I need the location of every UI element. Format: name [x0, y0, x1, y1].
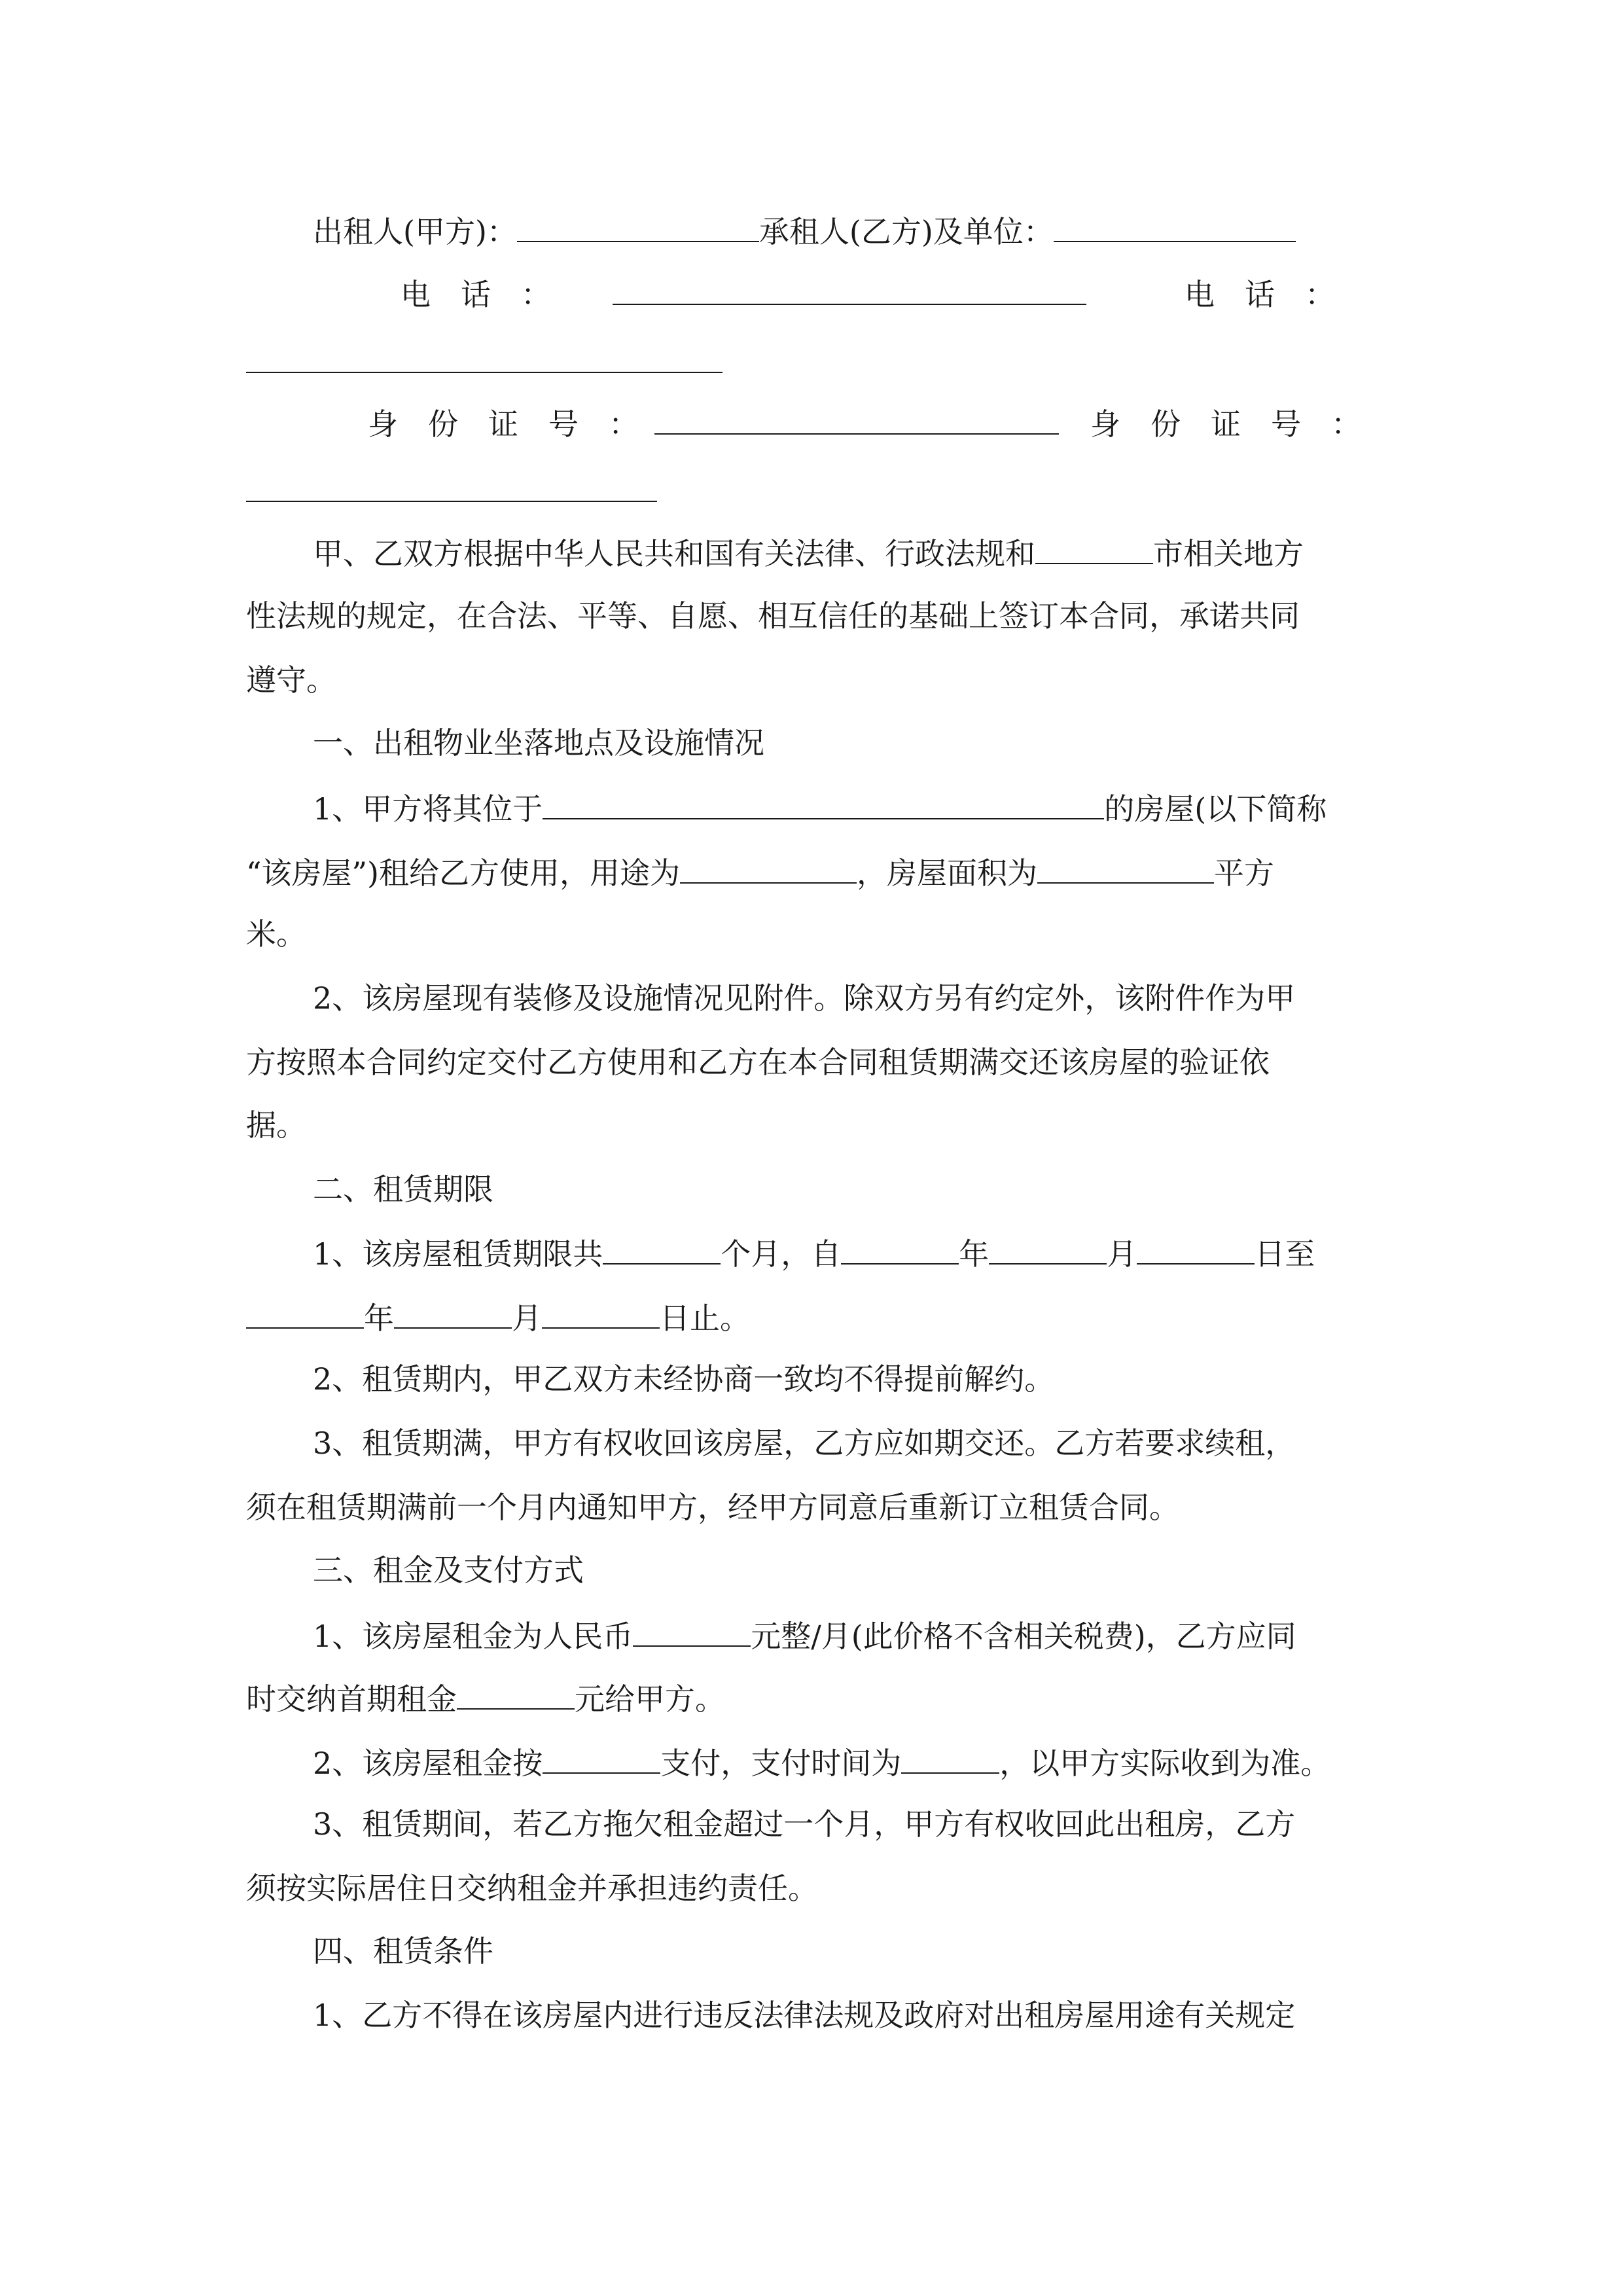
- s1-clause-2-line-2: 方按照本合同约定交付乙方使用和乙方在本合同租赁期满交还该房屋的验证依: [246, 1045, 1270, 1080]
- location-blank: [543, 792, 1104, 819]
- section-1-title: 一、出租物业坐落地点及设施情况: [313, 725, 764, 761]
- start-year-blank: [841, 1237, 959, 1265]
- s2-c1-year: 年: [959, 1236, 990, 1272]
- s1-clause-2-line-3: 据。: [246, 1107, 306, 1143]
- end-year-blank: [246, 1301, 364, 1329]
- s3-c2-text: 2、该房屋租金按: [313, 1746, 543, 1781]
- id-line: [368, 406, 1361, 442]
- s2-c1-text: 1、该房屋租赁期限共: [313, 1236, 603, 1272]
- s2-clause-3-line-1: 3、租赁期满，甲方有权收回该房屋，乙方应如期交还。乙方若要求续租，: [313, 1426, 1296, 1461]
- s3-c1-text: 1、该房屋租金为人民币: [313, 1619, 633, 1654]
- phone-label-lessee: 电 话 ：: [1185, 277, 1335, 312]
- id-blank-lessor: [654, 407, 1059, 435]
- phone-label-lessor: 电 话 ：: [401, 277, 551, 312]
- section-2-title: 二、租赁期限: [313, 1172, 493, 1207]
- s3-c1-text-b: 元整/月(此价格不含相关税费)，乙方应同: [751, 1619, 1296, 1654]
- city-blank: [1035, 537, 1153, 564]
- first-rent-blank: [457, 1682, 575, 1710]
- s2-c1-end-month: 月: [512, 1300, 542, 1336]
- s2-clause-1-line-1: [313, 1236, 1315, 1272]
- start-day-blank: [1137, 1237, 1255, 1265]
- preamble-line-1: [313, 537, 1304, 569]
- s2-clause-1-line-2: [246, 1300, 750, 1336]
- lessor-label: 出租人(甲方)：: [313, 214, 517, 249]
- section-3-title: 三、租金及支付方式: [313, 1552, 584, 1588]
- s2-c1-text-b: 个月，自: [721, 1236, 842, 1272]
- s1-clause-1-line-3: 米。: [246, 916, 306, 952]
- s2-c1-month: 月: [1107, 1236, 1137, 1272]
- usage-blank: [680, 856, 857, 884]
- area-blank: [1037, 856, 1214, 884]
- s1-c1-text-e: 平方: [1213, 855, 1274, 891]
- id-blank-lessee: [246, 501, 657, 502]
- s1-c1-text-d: ，房屋面积为: [856, 855, 1037, 891]
- s3-c2-text-c: ，以甲方实际收到为准。: [999, 1746, 1331, 1781]
- s3-clause-2: [313, 1746, 1331, 1781]
- payment-time-blank: [901, 1746, 999, 1774]
- phone-line: [401, 278, 1335, 310]
- lessor-blank: [517, 215, 759, 242]
- lessee-label: 承租人(乙方)及单位：: [758, 214, 1054, 249]
- preamble-line-3: 遵守。: [246, 662, 336, 698]
- phone-blank-lessor: [613, 278, 1086, 305]
- id-label-lessee: 身 份 证 号 ：: [1090, 406, 1361, 442]
- s1-clause-2-line-1: 2、该房屋现有装修及设施情况见附件。除双方另有约定外，该附件作为甲: [313, 980, 1296, 1016]
- section-4-title: 四、租赁条件: [313, 1933, 493, 1969]
- s1-clause-1-line-1: [313, 791, 1327, 827]
- end-month-blank: [394, 1301, 512, 1329]
- start-month-blank: [989, 1237, 1107, 1265]
- s1-clause-1-line-2: [246, 855, 1274, 891]
- preamble-text-cont: 市相关地方: [1153, 536, 1304, 571]
- s4-clause-1: 1、乙方不得在该房屋内进行违反法律法规及政府对出租房屋用途有关规定: [313, 1998, 1296, 2033]
- s1-c1-text-b: 的房屋(以下简称: [1104, 791, 1327, 827]
- s2-clause-2: 2、租赁期内，甲乙双方未经协商一致均不得提前解约。: [313, 1361, 1055, 1397]
- s3-clause-3-line-1: 3、租赁期间，若乙方拖欠租金超过一个月，甲方有权收回此出租房，乙方: [313, 1806, 1296, 1842]
- s3-c2-text-b: 支付，支付时间为: [660, 1746, 902, 1781]
- id-label-lessor: 身 份 证 号 ：: [368, 406, 639, 442]
- s2-c1-end-day: 日止。: [660, 1300, 750, 1336]
- s2-c1-day: 日至: [1255, 1236, 1315, 1272]
- rent-blank: [633, 1619, 751, 1647]
- s3-clause-1-line-1: [313, 1619, 1296, 1654]
- s3-clause-3-line-2: 须按实际居住日交纳租金并承担违约责任。: [246, 1871, 818, 1906]
- end-day-blank: [542, 1301, 660, 1329]
- s2-clause-3-line-2: 须在租赁期满前一个月内通知甲方，经甲方同意后重新订立租赁合同。: [246, 1490, 1179, 1525]
- lessee-blank: [1054, 215, 1296, 242]
- party-line: [313, 215, 1296, 247]
- s1-c1-text-c: “该房屋”)租给乙方使用，用途为: [246, 855, 680, 891]
- s3-c1-text-c: 时交纳首期租金: [246, 1681, 457, 1717]
- months-blank: [603, 1237, 721, 1265]
- s2-c1-end-year: 年: [364, 1300, 394, 1336]
- preamble-line-2: 性法规的规定，在合法、平等、自愿、相互信任的基础上签订本合同，承诺共同: [246, 598, 1300, 634]
- s3-clause-1-line-2: [246, 1681, 725, 1717]
- preamble-text: 甲、乙双方根据中华人民共和国有关法律、行政法规和: [313, 536, 1035, 571]
- phone-blank-lessee: [246, 372, 722, 373]
- s1-c1-text: 1、甲方将其位于: [313, 791, 543, 827]
- payment-method-blank: [543, 1746, 660, 1774]
- s3-c1-text-d: 元给甲方。: [575, 1681, 725, 1717]
